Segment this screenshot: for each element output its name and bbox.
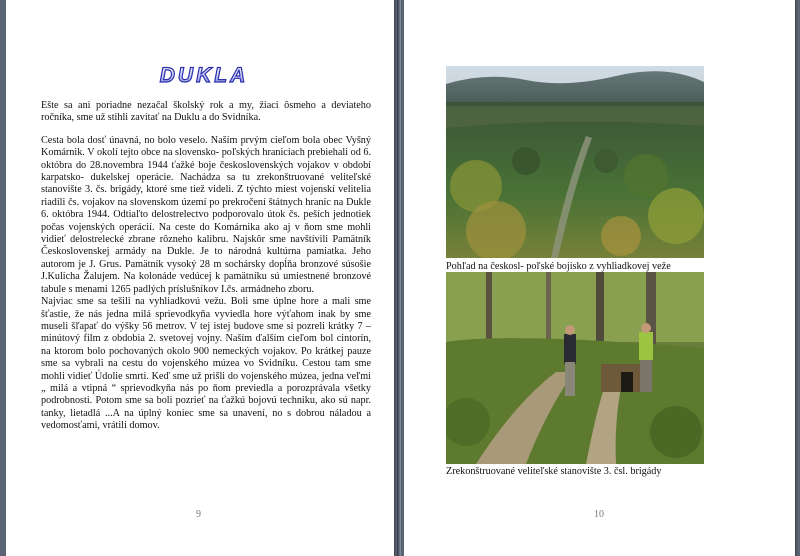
caption-command-post: Zrekonštruované veliteľské stanovište 3. čsl. brigády xyxy=(446,466,662,477)
left-page xyxy=(6,0,394,556)
title-wordart-text: DUKLA xyxy=(159,64,249,87)
forest-panorama-photo xyxy=(446,66,704,258)
paragraph-komarnik: Cesta bola dosť únavná, no bolo veselo. Naším prvým cieľom bola obec Vyšný Komárnik. V okolí tejto obce na slovensko- poľských hraniciach prebiehali od 6. októbra do 28.novembra 1944 ťažké boje československých vojakov v období karpatsko- dukelskej operácie. Nachádza sa tu zrekonštruované veliteľské stanovište 3. čs. brigády, ktoré sme tiež videli. Z týchto miest vojenskí velitelia riadili čs. vojakov na slovenskom území po prekročení štátnych hraníc na Dukle 6. októbra 1944. Odtiaľto delostrelectvo podporovalo útok čs. peších jednotiek počas vojenských operácií. Na ceste do Komárnika ako aj v ňom sme mohli vidieť delostrelecké zbrane rôzneho kalibru. Najskôr sme navštívili Pamätník Československej armády na Dukle. Je to národná kultúrna pamiatka. Jeho autorom je J. Grus. Pamätník vysoký 28 m sochársky dopĺňa bronzové súsošie J.Kulicha Žalujem. Na kolonáde vedúcej k pamätníku sú umiestnené bronzové tabule s menami 1265 padlých príslušníkov I.čs. armádneho zboru. xyxy=(41,134,371,295)
right-page xyxy=(404,0,795,556)
command-post-photo xyxy=(446,272,704,464)
paragraph-intro: Ešte sa ani poriadne nezačal školský rok a my, žiaci ôsmeho a deviateho ročníka, sme už stihli zavítať na Duklu a do Svidníka. xyxy=(41,100,371,124)
page-number-right: 10 xyxy=(594,509,604,520)
article-body xyxy=(41,100,371,433)
gutter-divider xyxy=(397,0,401,556)
paragraph-tower: Najviac sme sa tešili na vyhliadkovú vežu. Boli sme úplne hore a mali sme šťastie, že nás jedna milá sprievodkyňa vyviedla hore výťahom inak by sme museli šľapať do výšky 56 metrov. V tej istej budove sme si pozreli krátky 7 – minútový film z obdobia 2. svetovej vojny. Naším ďalším cieľom bol cintorín, na ktorom bolo pochovaných okolo 900 nemeckých vojakov. Po krátkej pauze sme sa vybrali na cestu do vojenského múzea vo Svidníku. Cestou tam sme mohli vidieť Údolie smrti. Keď sme už prišli do vojenského múzea, jedna veľmi „ milá a vtipná “ sprievodkyňa nás po ňom previedla a porozprávala všetky podrobnosti. Potom sme sa boli pozrieť na ťažkú bojovú techniku, ako sú napr. tanky, lietadlá ...A na úplný koniec sme sa unavení, no s dobrou náladou a vedomosťami, vrátili domov. xyxy=(41,296,371,432)
page-number-left: 9 xyxy=(196,509,201,520)
title-wordart xyxy=(122,63,287,87)
caption-forest-panorama: Pohľad na českosl- poľské bojisko z vyhliadkovej veže xyxy=(446,261,671,272)
